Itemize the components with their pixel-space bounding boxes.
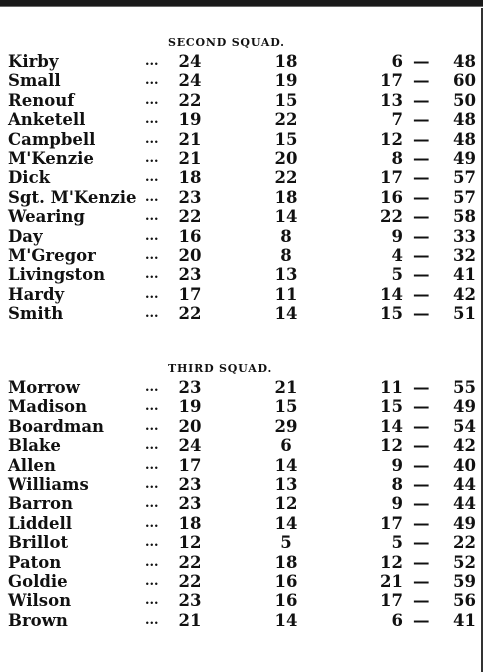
leader-dots: ... [145,515,159,531]
score-2: 5 [280,533,292,553]
score-2: 6 [280,436,292,456]
score-3: 9 [391,494,403,514]
player-name: Madison [8,397,88,417]
score-2: 8 [280,226,292,246]
table-row [8,265,478,284]
score-2: 20 [274,148,298,168]
leader-dots: ... [145,535,159,551]
player-name: Liddell [8,513,72,533]
score-2: 21 [274,378,298,397]
score-1: 23 [178,494,202,514]
dash: — [413,494,430,514]
total: 57 [453,187,476,207]
total: 52 [453,552,476,572]
total: 42 [453,436,476,456]
player-name: Allen [8,455,56,475]
score-2: 15 [274,397,298,417]
score-1: 23 [178,265,202,285]
score-3: 21 [380,571,403,591]
total: 48 [453,129,476,149]
total: 49 [453,513,476,533]
score-2: 14 [274,513,298,533]
player-name: Wilson [8,591,72,611]
score-3: 11 [380,378,403,397]
total: 58 [453,207,476,227]
score-1: 18 [178,168,202,188]
score-3: 12 [380,436,403,456]
leader-dots: ... [145,573,159,589]
score-2: 22 [274,168,298,188]
leader-dots: ... [145,112,159,128]
table-row [8,149,478,168]
player-name: Boardman [8,416,105,436]
player-name: Small [8,71,61,91]
table-row [8,188,478,207]
table-row [8,110,478,129]
score-2: 16 [274,591,298,611]
leader-dots: ... [145,438,159,454]
second-squad-table [8,52,478,323]
score-2: 14 [274,610,298,630]
total: 55 [453,378,476,397]
score-2: 11 [274,284,298,304]
player-name: Blake [8,436,61,456]
second-squad-heading: SECOND SQUAD. [168,36,285,49]
score-2: 18 [274,187,298,207]
score-2: 29 [274,416,298,436]
score-1: 24 [178,71,202,91]
leader-dots: ... [145,209,159,225]
third-squad-heading: THIRD SQUAD. [168,362,273,375]
score-1: 17 [178,455,202,475]
leader-dots: ... [145,189,159,205]
player-name: Wearing [8,207,85,227]
score-1: 17 [178,284,202,304]
dash: — [413,265,430,285]
table-row [8,533,478,552]
leader-dots: ... [145,92,159,108]
table-row [8,130,478,149]
table-row [8,475,478,494]
score-1: 24 [178,436,202,456]
leader-dots: ... [145,170,159,186]
score-3: 6 [391,52,403,71]
total: 59 [453,571,476,591]
player-name: Smith [8,304,64,324]
score-3: 17 [380,513,403,533]
score-2: 15 [274,90,298,110]
leader-dots: ... [145,54,159,69]
score-3: 17 [380,71,403,91]
leader-dots: ... [145,306,159,322]
player-name: Brown [8,610,68,630]
leader-dots: ... [145,73,159,89]
score-1: 19 [178,397,202,417]
player-name: M'Kenzie [8,148,94,168]
score-1: 16 [178,226,202,246]
dash: — [413,436,430,456]
player-name: Goldie [8,571,68,591]
dash: — [413,168,430,188]
dash: — [413,513,430,533]
dash: — [413,187,430,207]
player-name: Williams [8,474,89,494]
player-name: Renouf [8,90,75,110]
dash: — [413,129,430,149]
table-row [8,207,478,226]
score-2: 12 [274,494,298,514]
score-3: 6 [391,610,403,630]
player-name: Campbell [8,129,96,149]
dash: — [413,416,430,436]
table-row [8,553,478,572]
score-3: 4 [391,245,403,265]
dash: — [413,304,430,324]
player-name: Morrow [8,378,80,397]
table-row [8,436,478,455]
table-row [8,572,478,591]
score-3: 9 [391,226,403,246]
total: 51 [453,304,476,324]
table-row [8,168,478,187]
dash: — [413,245,430,265]
table-row [8,71,478,90]
total: 44 [453,494,476,514]
dash: — [413,533,430,553]
player-name: Paton [8,552,62,572]
total: 48 [453,52,476,71]
leader-dots: ... [145,150,159,166]
score-1: 22 [178,90,202,110]
score-3: 9 [391,455,403,475]
score-2: 18 [274,52,298,71]
total: 60 [453,71,476,91]
dash: — [413,455,430,475]
score-2: 13 [274,265,298,285]
total: 48 [453,110,476,130]
dash: — [413,610,430,630]
player-name: Dick [8,168,51,188]
score-2: 18 [274,552,298,572]
score-3: 15 [380,304,403,324]
total: 41 [453,265,476,285]
score-2: 15 [274,129,298,149]
score-3: 8 [391,474,403,494]
leader-dots: ... [145,247,159,263]
score-1: 22 [178,571,202,591]
top-rule-thin [0,6,483,7]
leader-dots: ... [145,131,159,147]
score-2: 13 [274,474,298,494]
score-1: 23 [178,591,202,611]
player-name: Day [8,226,43,246]
dash: — [413,571,430,591]
player-name: Anketell [8,110,86,130]
total: 49 [453,397,476,417]
dash: — [413,148,430,168]
score-3: 15 [380,397,403,417]
total: 33 [453,226,476,246]
score-1: 18 [178,513,202,533]
score-1: 21 [178,610,202,630]
dash: — [413,284,430,304]
score-3: 14 [380,416,403,436]
table-row [8,514,478,533]
leader-dots: ... [145,612,159,628]
table-row [8,246,478,265]
third-squad-table [8,378,478,630]
score-1: 20 [178,245,202,265]
player-name: Sgt. M'Kenzie [8,187,137,207]
leader-dots: ... [145,593,159,609]
leader-dots: ... [145,496,159,512]
score-1: 22 [178,552,202,572]
player-name: Hardy [8,284,65,304]
score-3: 13 [380,90,403,110]
dash: — [413,226,430,246]
score-3: 5 [391,265,403,285]
score-3: 8 [391,148,403,168]
dash: — [413,110,430,130]
score-1: 24 [178,52,202,71]
score-3: 16 [380,187,403,207]
score-1: 20 [178,416,202,436]
score-2: 8 [280,245,292,265]
score-1: 22 [178,304,202,324]
total: 49 [453,148,476,168]
leader-dots: ... [145,399,159,415]
leader-dots: ... [145,286,159,302]
score-1: 23 [178,187,202,207]
table-row [8,456,478,475]
score-3: 12 [380,552,403,572]
score-2: 14 [274,304,298,324]
table-row [8,611,478,630]
table-row [8,494,478,513]
total: 56 [453,591,476,611]
total: 50 [453,90,476,110]
score-1: 21 [178,129,202,149]
score-1: 22 [178,207,202,227]
score-1: 23 [178,378,202,397]
total: 44 [453,474,476,494]
total: 22 [453,533,476,553]
table-row [8,417,478,436]
dash: — [413,591,430,611]
total: 42 [453,284,476,304]
player-name: Barron [8,494,74,514]
dash: — [413,552,430,572]
player-name: Livingston [8,265,106,285]
score-1: 19 [178,110,202,130]
score-1: 23 [178,474,202,494]
score-2: 14 [274,455,298,475]
leader-dots: ... [145,267,159,283]
score-3: 17 [380,591,403,611]
leader-dots: ... [145,457,159,473]
dash: — [413,397,430,417]
dash: — [413,378,430,397]
score-1: 21 [178,148,202,168]
dash: — [413,207,430,227]
score-2: 16 [274,571,298,591]
score-3: 7 [391,110,403,130]
leader-dots: ... [145,380,159,395]
dash: — [413,71,430,91]
table-row [8,378,478,397]
dash: — [413,52,430,71]
total: 40 [453,455,476,475]
score-3: 17 [380,168,403,188]
total: 32 [453,245,476,265]
total: 54 [453,416,476,436]
player-name: Kirby [8,52,59,71]
total: 41 [453,610,476,630]
score-1: 12 [178,533,202,553]
score-3: 14 [380,284,403,304]
table-row [8,227,478,246]
table-row [8,52,478,71]
table-row [8,304,478,323]
total: 57 [453,168,476,188]
score-2: 22 [274,110,298,130]
score-2: 19 [274,71,298,91]
leader-dots: ... [145,554,159,570]
dash: — [413,90,430,110]
dash: — [413,474,430,494]
table-row [8,591,478,610]
table-row [8,91,478,110]
score-2: 14 [274,207,298,227]
leader-dots: ... [145,418,159,434]
score-3: 5 [391,533,403,553]
leader-dots: ... [145,228,159,244]
leader-dots: ... [145,476,159,492]
score-3: 22 [380,207,403,227]
table-row [8,397,478,416]
player-name: Brillot [8,533,69,553]
score-3: 12 [380,129,403,149]
table-row [8,285,478,304]
player-name: M'Gregor [8,245,96,265]
